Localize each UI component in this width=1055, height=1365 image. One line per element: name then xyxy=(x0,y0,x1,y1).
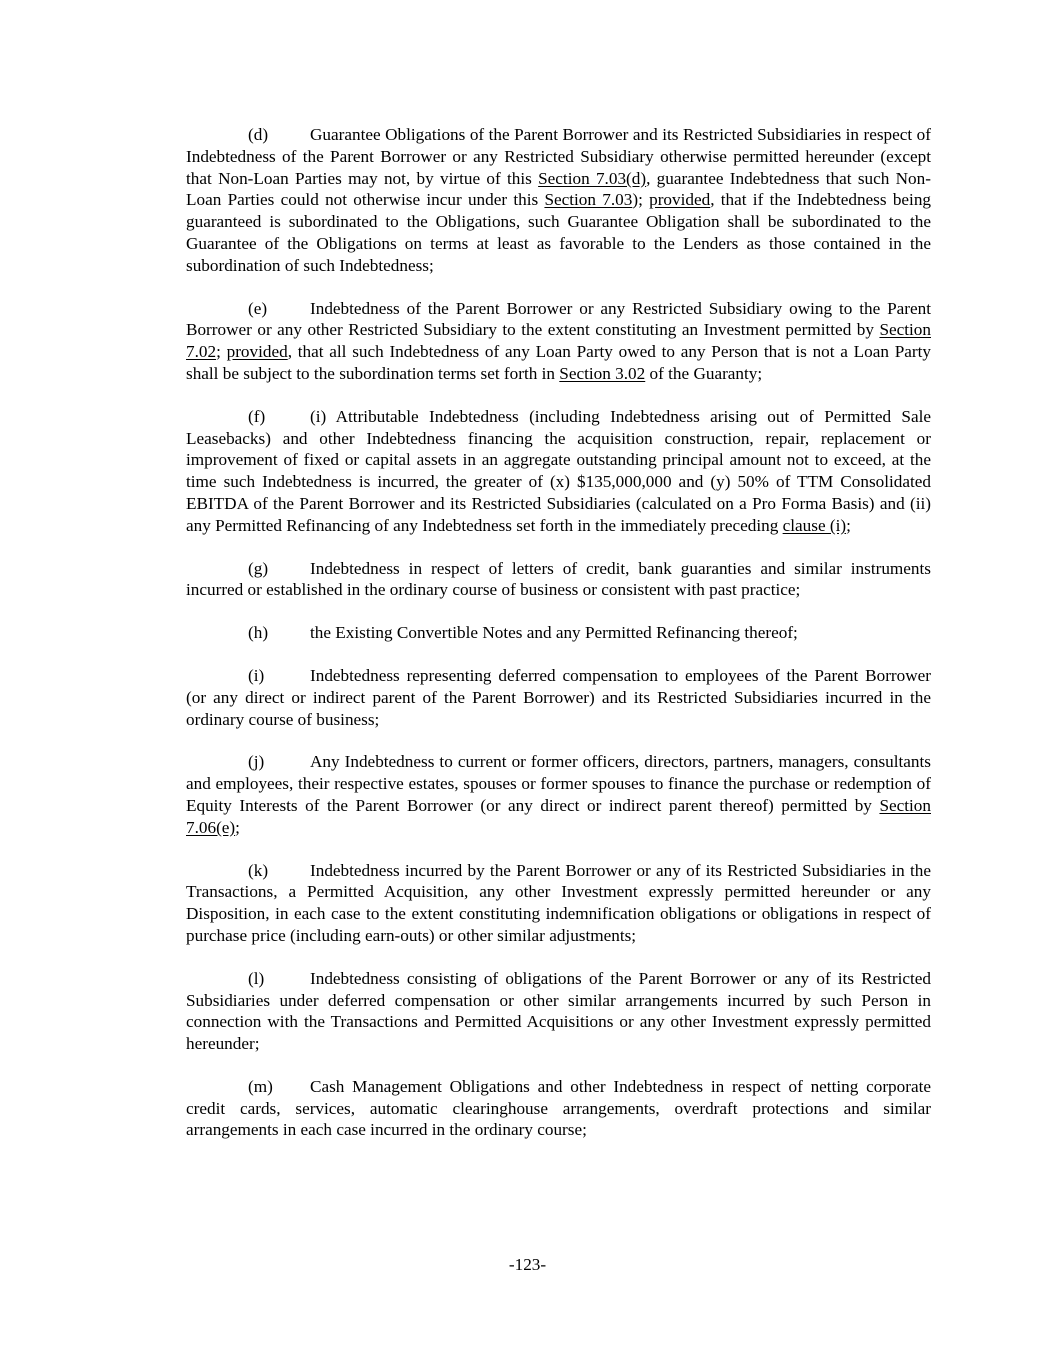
clause-label: (g) xyxy=(248,558,269,578)
clause-text: Indebtedness in respect of letters of credit, bank guaranties and similar instruments incurred or established in the ordinary course of business or consistent with past practice; xyxy=(186,558,931,600)
clause-m xyxy=(186,1076,931,1141)
document-body xyxy=(186,124,931,1162)
clause-text: Indebtedness of the Parent Borrower or any Restricted Subsidiary owing to the Parent Borrower or any other Restricted Subsidiary to the extent constituting an Investment permitted by xyxy=(186,298,931,340)
clause-text: Any Indebtedness to current or former officers, directors, partners, managers, consultants and employees, their respective estates, spouses or former spouses to finance the purchase or redemption of Equity Interests of the Parent Borrower (or any direct or indirect parent thereof) permitted by xyxy=(186,752,931,815)
clause-label: (e) xyxy=(248,298,268,318)
clause-text: ; xyxy=(235,817,240,837)
clause-label: (f) xyxy=(248,406,266,426)
clause-text: ; xyxy=(846,515,851,535)
section-reference: Section 7.06(e) xyxy=(186,795,931,837)
clause-text: , guarantee Indebtedness that such Non-Loan Parties could not otherwise incur under this xyxy=(186,168,931,210)
section-reference: Section 3.02 xyxy=(559,363,646,383)
section-reference: Section 7.02 xyxy=(186,320,931,362)
clause-reference: clause (i) xyxy=(782,515,847,535)
clause-f xyxy=(186,406,931,537)
clause-text: , that if the Indebtedness being guaranteed is subordinated to the Obligations, such Guarantee Obligation shall be subordinated to the Guarantee of the Obligations on terms at least as favorable to the Lenders as those contained in the subordination of such Indebtedness; xyxy=(186,190,932,275)
clause-h xyxy=(186,622,931,644)
clause-text: ; xyxy=(216,342,227,362)
clause-label: (j) xyxy=(248,752,265,772)
clause-l xyxy=(186,968,931,1055)
section-reference: Section 7.03 xyxy=(544,190,633,210)
clause-j xyxy=(186,751,931,838)
clause-text: Indebtedness incurred by the Parent Borrower or any of its Restricted Subsidiaries in the Transactions, a Permitted Acquisition, any other Investment expressly permitted hereunder or any Disposition, in each case to the extent constituting indemnification obligations or obligations in respect of purchase price (including earn-outs) or other similar adjustments; xyxy=(186,860,931,945)
provided-term: provided xyxy=(226,342,288,362)
section-reference: Section 7.03(d) xyxy=(538,168,647,188)
clause-e xyxy=(186,298,931,385)
clause-label: (d) xyxy=(248,125,269,144)
clause-text: the Existing Convertible Notes and any Permitted Refinancing thereof; xyxy=(310,623,798,643)
provided-term: provided xyxy=(649,190,711,210)
clause-i xyxy=(186,665,931,730)
clause-label: (m) xyxy=(248,1076,273,1096)
clause-g xyxy=(186,558,931,602)
clause-text: Guarantee Obligations of the Parent Borrower and its Restricted Subsidiaries in respect of Indebtedness of the Parent Borrower or any Restricted Subsidiary otherwise permitted hereunder (except that Non-Loan Parties may not, by virtue of this xyxy=(186,125,931,188)
clause-label: (h) xyxy=(248,623,269,643)
clause-k xyxy=(186,860,931,947)
clause-label: (i) xyxy=(248,665,265,685)
clause-text: Indebtedness consisting of obligations of the Parent Borrower or any of its Restricted Subsidiaries under deferred compensation or other similar arrangements incurred by such Person in connection with the Transactions and Permitted Acquisitions or any other Investment expressly permitted hereunder; xyxy=(186,968,931,1054)
clause-d xyxy=(186,124,931,277)
page-number: -123- xyxy=(508,1255,547,1274)
clause-text: Cash Management Obligations and other Indebtedness in respect of netting corporate credit cards, services, automatic clearinghouse arrangements, overdraft protections and similar arrangements in each case incurred in the ordinary course; xyxy=(186,1076,931,1140)
clause-text: of the Guaranty; xyxy=(645,363,763,383)
clause-text: , that all such Indebtedness of any Loan Party owed to any Person that is not a Loan Party shall be subject to the subordination terms set forth in xyxy=(186,342,931,383)
clause-label: (k) xyxy=(248,860,269,880)
clause-text: (i) Attributable Indebtedness (including Indebtedness arising out of Permitted Sale Leasebacks) and other Indebtedness financing the acquisition construction, repair, replacement or improvement of fixed or capital assets in an aggregate outstanding principal amount not to exceed, at the time such Indebtedness is incurred, the greater of (x) $135,000,000 and (y) 50% of TTM Consolidated EBITDA of the Parent Borrower and its Restricted Subsidiaries (calculated on a Pro Forma Basis) and (ii) any Permitted Refinancing of any Indebtedness set forth in the immediately preceding xyxy=(186,406,931,535)
clause-label: (l) xyxy=(248,968,265,988)
clause-text: ); xyxy=(632,190,650,210)
clause-text: Indebtedness representing deferred compensation to employees of the Parent Borrower (or any direct or indirect parent of the Parent Borrower) and its Restricted Subsidiaries incurred in the ordinary course of business; xyxy=(186,665,931,729)
